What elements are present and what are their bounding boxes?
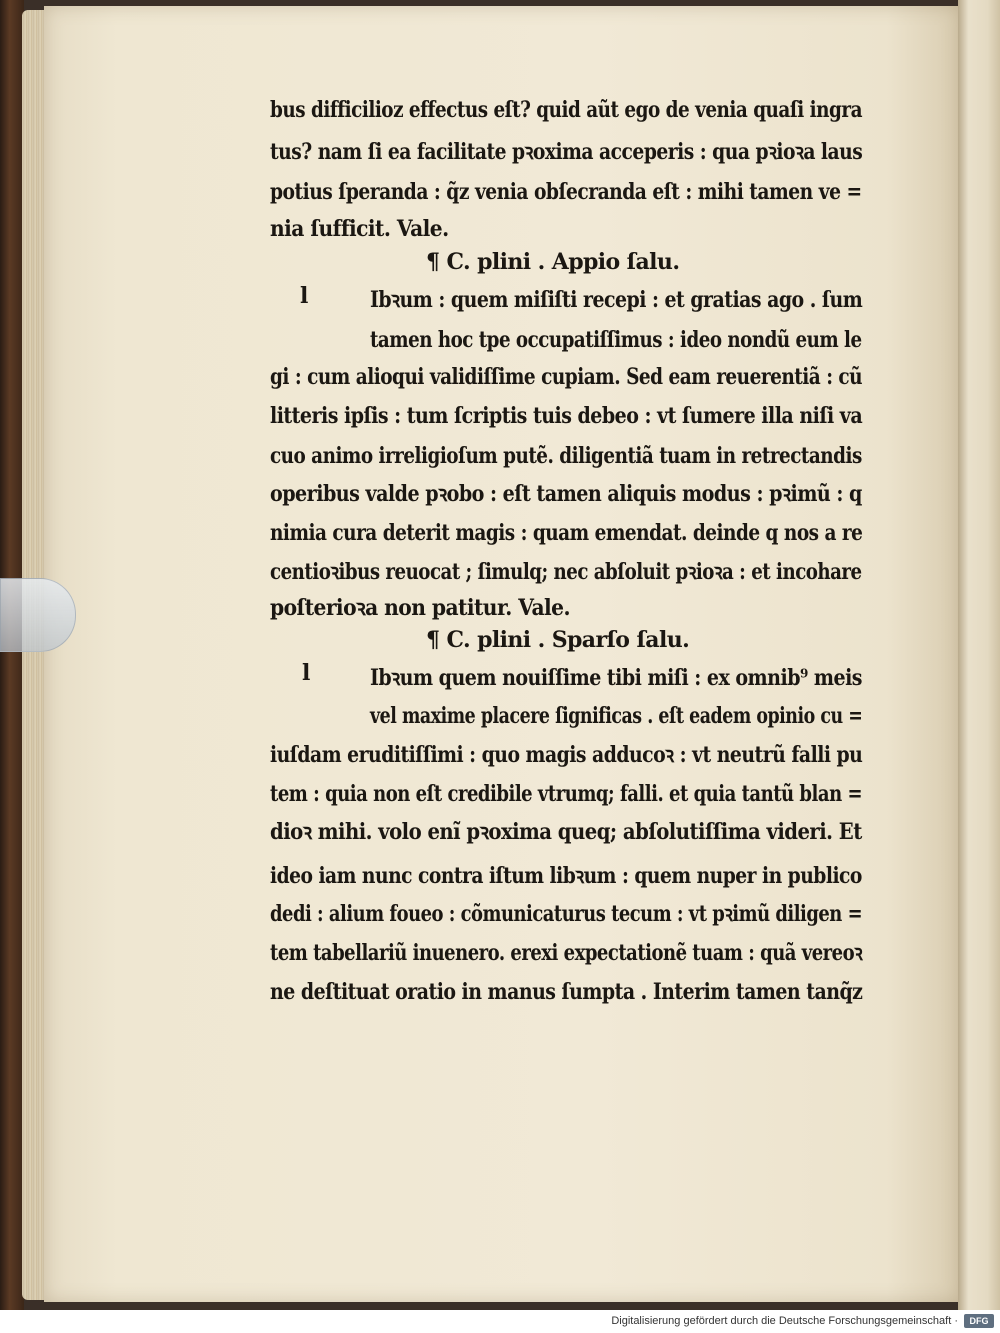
text-line: tamen hoc tpe occupatiſſimus : ideo nondũ eum le xyxy=(370,327,862,353)
footer-bar xyxy=(0,1310,1000,1333)
text-line: ideo iam nunc contra iſtum libꝛum : quem nuper in publico xyxy=(270,863,862,889)
text-line: gi : cum alioqui validiſſime cupiam. Sed eam reuerentiã : cũ xyxy=(270,364,863,390)
text-line: Ibꝛum : quem miſiſti recepi : et gratias ago . ſum xyxy=(370,287,863,313)
letter-heading: ¶ C. plini . Sparſo ſalu. xyxy=(426,627,690,653)
text-line: potius ſperanda : q̃z venia obſecranda eſt : mihi tamen ve = xyxy=(270,179,862,205)
initial-marker-2: l xyxy=(302,660,311,686)
text-line: litteris ipſis : tum ſcriptis tuis debeo : vt ſumere illa niſi va xyxy=(270,403,863,429)
book-binding-left xyxy=(0,0,24,1310)
text-line: operibus valde pꝛobo : eſt tamen aliquis modus : pꝛimũ : q xyxy=(270,481,862,507)
text-line: poſterioꝛa non patitur. Vale. xyxy=(270,595,571,621)
text-line: nimia cura deterit magis : quam emendat. deinde q nos a re xyxy=(270,520,863,546)
letter-heading: ¶ C. plini . Appio ſalu. xyxy=(426,249,680,275)
text-line: bus difficilioz effectus eſt? quid aũt ego de venia quaſi ingra xyxy=(270,97,862,123)
text-line: tus? nam ſi ea facilitate pꝛoxima acceperis : qua pꝛioꝛa laus xyxy=(270,139,863,165)
dfg-logo: DFG xyxy=(964,1314,994,1328)
facing-page-edge xyxy=(958,0,1000,1310)
page-clip xyxy=(0,578,76,652)
text-line: dedi : alium foueo : cõmunicaturus tecum : vt pꝛimũ diligen = xyxy=(270,901,863,927)
text-line: nia ſufficit. Vale. xyxy=(270,216,449,242)
text-line: vel maxime placere ſignificas . eſt eadem opinio cu = xyxy=(370,703,863,729)
text-line: Ibꝛum quem nouiſſime tibi miſi : ex omnib⁹ meis xyxy=(370,665,862,691)
text-line: tem tabellariũ inuenero. erexi expectationẽ tuam : quã vereoꝛ xyxy=(270,940,863,966)
text-line: ne deſtituat oratio in manus ſumpta . Interim tamen tanq̃z xyxy=(270,979,863,1005)
text-line: dioꝛ mihi. volo enĩ pꝛoxima queq; abſolutiſſima videri. Et xyxy=(270,819,862,845)
text-line: iuſdam eruditiſſimi : quo magis adducoꝛ : vt neutrũ falli pu xyxy=(270,742,863,768)
text-line: cuo animo irreligioſum putẽ. diligentiã tuam in retrectandis xyxy=(270,443,862,469)
text-line: centioꝛibus reuocat ; ſimulq; nec abſoluit pꝛioꝛa : et incohare xyxy=(270,559,862,585)
footer-credit: Digitalisierung gefördert durch die Deutsche Forschungsgemeinschaft · xyxy=(611,1315,958,1327)
text-line: tem : quia non eſt credibile vtrumq; falli. et quia tantũ blan = xyxy=(270,781,863,807)
initial-marker-1: l xyxy=(300,283,309,309)
